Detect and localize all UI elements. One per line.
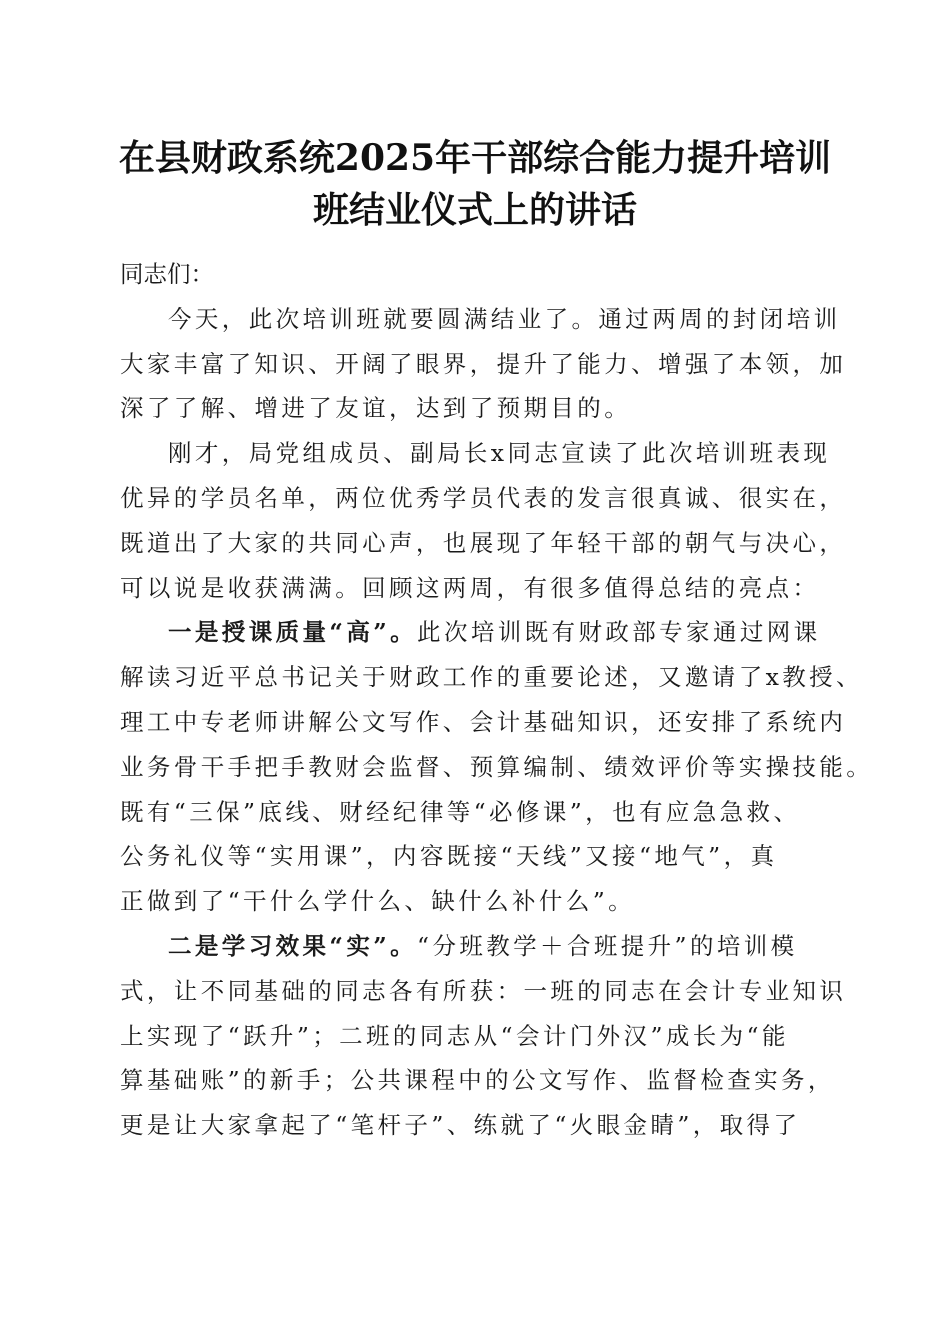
- page-title: [100, 132, 850, 236]
- paragraph-lead: 二是学习效果“实”。: [168, 931, 418, 960]
- paragraph-line: 可以说是收获满满。回顾这两周，有很多值得总结的亮点：: [120, 573, 820, 602]
- paragraph-lead: 一是授课质量“高”。: [168, 618, 418, 647]
- paragraph-line: 刚才，局党组成员、副局长x同志宣读了此次培训班表现: [168, 439, 831, 468]
- paragraph-1: [120, 297, 847, 431]
- paragraph-2: [120, 431, 847, 610]
- paragraph-line: 解读习近平总书记关于财政工作的重要论述，又邀请了x教授、: [120, 663, 863, 692]
- paragraph-line: 理工中专老师讲解公文写作、会计基础知识，还安排了系统内: [120, 707, 847, 736]
- salutation: 同志们：: [120, 260, 214, 288]
- paragraph-line: 深了了解、增进了友谊，达到了预期目的。: [120, 394, 632, 423]
- paragraph-line: 上实现了“跃升”；二班的同志从“会计门外汉”成长为“能: [120, 1021, 789, 1050]
- title-line-1: 在县财政系统2025年干部综合能力提升培训: [118, 137, 832, 179]
- paragraph-3: [120, 610, 874, 924]
- title-line-2: 班结业仪式上的讲话: [312, 189, 637, 231]
- paragraph-line: 既有“三保”底线、财经纪律等“必修课”，也有应急急救、: [120, 797, 801, 826]
- paragraph-line: 大家丰富了知识、开阔了眼界，提升了能力、增强了本领，加: [120, 349, 847, 378]
- paragraph-line: 公务礼仪等“实用课”，内容既接“天线”又接“地气”，真: [120, 842, 778, 871]
- paragraph-line: 正做到了“干什么学什么、缺什么补什么”。: [120, 887, 636, 916]
- paragraph-line: 更是让大家拿起了“笔杆子”、练就了“火眼金睛”，取得了: [120, 1111, 801, 1140]
- paragraph-line: 业务骨干手把手教财会监督、预算编制、绩效评价等实操技能。: [120, 752, 874, 781]
- paragraph-first-line: [120, 924, 832, 969]
- paragraph-line: 算基础账”的新手；公共课程中的公文写作、监督检查实务，: [120, 1066, 835, 1095]
- paragraph-line: 今天，此次培训班就要圆满结业了。通过两周的封闭培训: [168, 304, 841, 333]
- paragraph-line: 优异的学员名单，两位优秀学员代表的发言很真诚、很实在，: [120, 483, 847, 512]
- document-body: [120, 252, 874, 1148]
- paragraph-first-rest: “分班教学＋合班提升”的培训模: [417, 931, 798, 960]
- paragraph-line: 既道出了大家的共同心声，也展现了年轻干部的朝气与决心，: [120, 528, 847, 557]
- paragraph-first-rest: 此次培训既有财政部专家通过网课: [417, 618, 821, 647]
- paragraph-line: 式，让不同基础的同志各有所获：一班的同志在会计专业知识: [120, 976, 847, 1005]
- paragraph-first-line: [120, 610, 832, 655]
- paragraph-4: [120, 924, 847, 1148]
